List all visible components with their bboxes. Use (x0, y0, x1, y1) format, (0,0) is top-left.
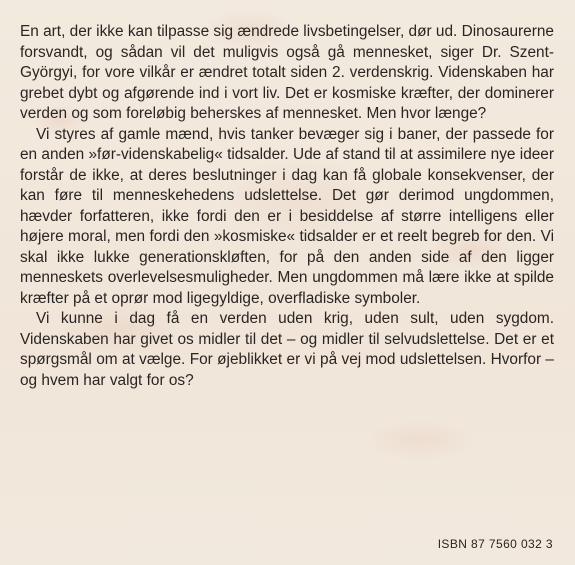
blurb-text (20, 22, 554, 391)
paragraph-3: Vi kunne i dag få en verden uden krig, uden sult, uden sygdom. Videnskaben har givet os midler til det – og midler til selvudslettelse. Det er et spørgsmål om at vælge. For øjeblikket er vi på vej mod udslettelsen. Hvorfor – og hvem har valgt for os? (20, 310, 554, 389)
paragraph-2: Vi styres af gamle mænd, hvis tanker bevæger sig i baner, der passede for en anden »før-videnskabelig« tidsalder. Ude af stand til at assimilere nye ideer forstår de ikke, at deres beslutninger i dag kan få globale konsekvenser, der kan føre til menneskehedens udslettelse. Det gør derimod ungdommen, hævder forfatteren, ikke fordi den er i besiddelse af større intelligens eller højere moral, men fordi den »kosmiske« tidsalder er et reelt begreb for den. Vi skal ikke lukke generationskløften, for på den anden side af den ligger menneskets overlevelsesmuligheder. Men ungdommen må lære ikke at spilde kræfter på et oprør mod ligegyldige, overfladiske symboler. (20, 125, 554, 307)
paragraph-1: En art, der ikke kan tilpasse sig ændrede livsbetingelser, dør ud. Dinosaurerne forsvandt, og sådan vil det muligvis også gå mennesket, siger Dr. Szent-Györgyi, for vore vilkår er ændret totalt siden 2. verdenskrig. Videnskaben har grebet dybt og afgørende ind i vort liv. Det er kosmiske kræfter, der dominerer verden og som foreløbig beherskes af mennesket. Men hvor længe? (20, 23, 554, 122)
isbn-number: ISBN 87 7560 032 3 (437, 537, 553, 551)
